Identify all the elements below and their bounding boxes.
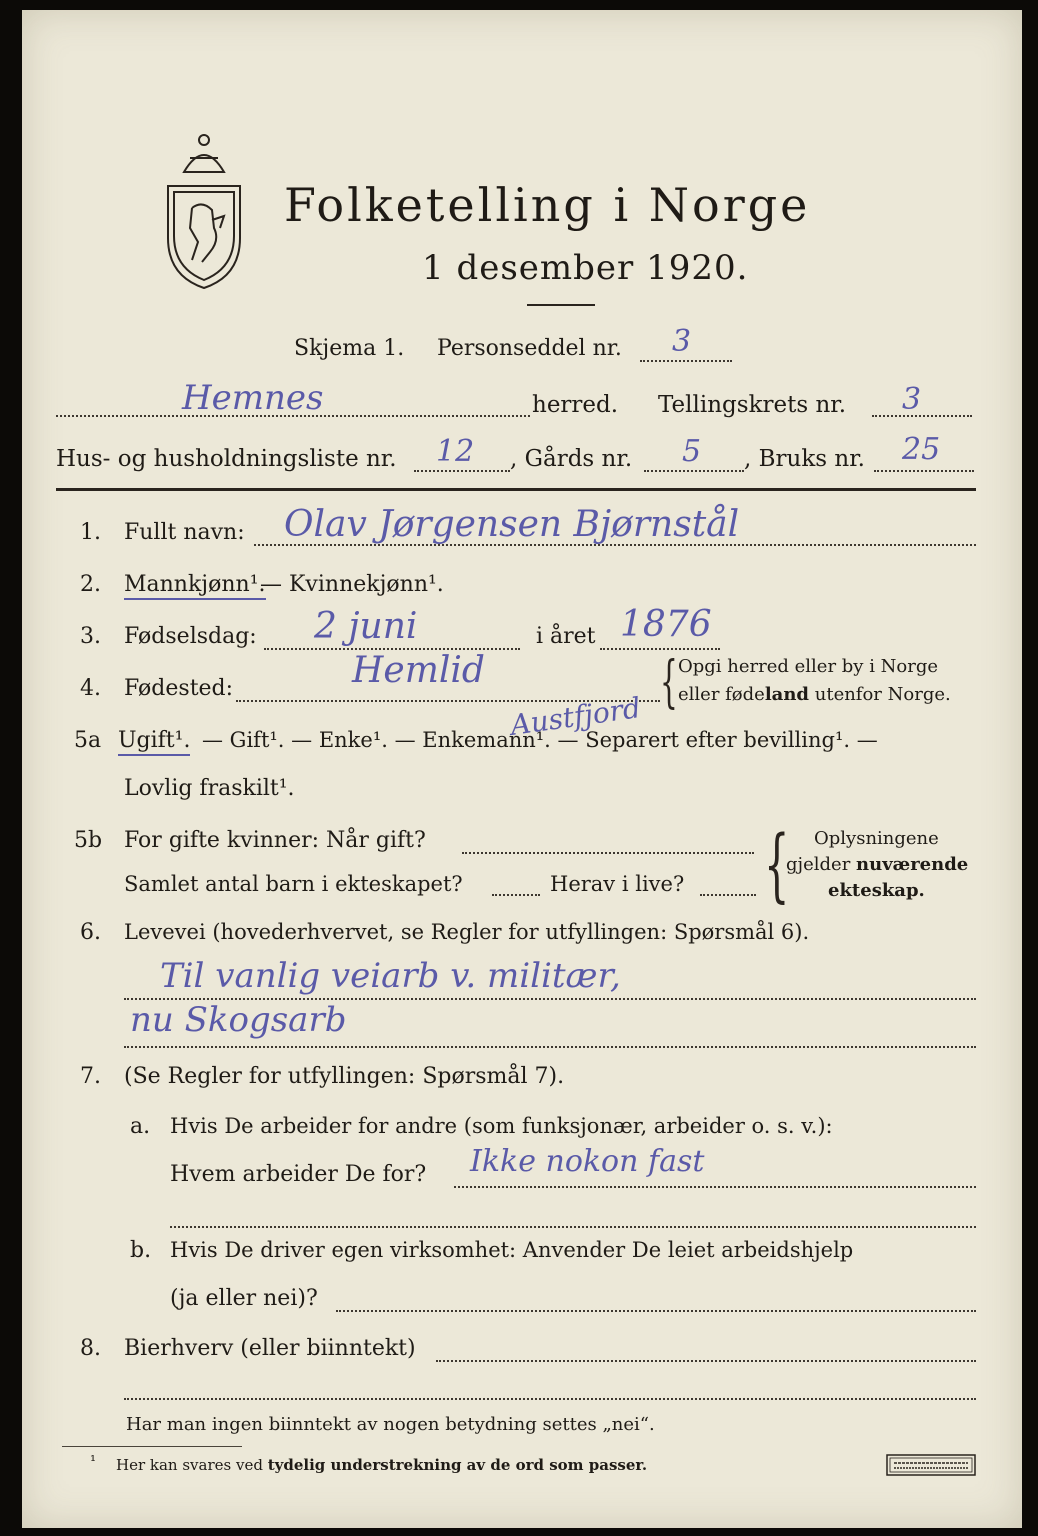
printer-stamp-icon: [886, 1454, 976, 1476]
q4-number: 4.: [80, 676, 101, 701]
q2-male-option[interactable]: Mannkjønn¹.: [124, 572, 266, 600]
q4-label: Fødested:: [124, 676, 234, 701]
q5b-alive-line: [700, 894, 756, 896]
q3-day-value[interactable]: 2 juni: [314, 606, 418, 647]
q5b-note-line2: gjelder nuværende: [786, 854, 969, 875]
q1-number: 1.: [80, 520, 101, 545]
personseddel-value[interactable]: 3: [672, 324, 692, 359]
q6-value-line1[interactable]: Til vanlig veiarb v. militær,: [160, 956, 621, 996]
footnote-rule: [62, 1446, 242, 1447]
q8-label: Bierhverv (eller biinntekt): [124, 1336, 416, 1361]
q5a-ugift-option[interactable]: Ugift¹.: [118, 728, 190, 756]
q3-number: 3.: [80, 624, 101, 649]
q6-number: 6.: [80, 920, 101, 945]
q1-value[interactable]: Olav Jørgensen Bjørnstål: [284, 504, 740, 545]
footnote-text: Her kan svares ved tydelig understrekning av de ord som passer.: [116, 1456, 648, 1474]
q8-number: 8.: [80, 1336, 101, 1361]
herred-label: herred.: [532, 392, 619, 418]
tellingskrets-line: [872, 415, 972, 417]
q6-value-line2[interactable]: nu Skogsarb: [130, 1000, 347, 1040]
q7b-yn-label: (ja eller nei)?: [170, 1286, 318, 1311]
q3-label: Fødselsdag:: [124, 624, 257, 649]
q3-year-label: i året: [536, 624, 596, 649]
gards-value[interactable]: 5: [682, 434, 702, 469]
bruks-label: , Bruks nr.: [744, 446, 865, 472]
census-form-sheet: [22, 10, 1022, 1528]
header-rule: [56, 488, 976, 491]
q5b-note-line1: Oplysningene: [814, 828, 939, 849]
q2-female-option[interactable]: — Kvinnekjønn¹.: [260, 572, 444, 597]
personseddel-line: [640, 360, 732, 362]
q4-note-line2: eller fødeland utenfor Norge.: [678, 684, 951, 705]
q8-line1: [436, 1360, 976, 1362]
q7-label: (Se Regler for utfyllingen: Spørsmål 7).: [124, 1064, 565, 1089]
q5b-note-line3: ekteskap.: [828, 880, 925, 901]
form-date: 1 desember 1920.: [422, 248, 749, 288]
q1-label: Fullt navn:: [124, 520, 245, 545]
q5b-label: For gifte kvinner: Når gift?: [124, 828, 426, 853]
form-title: Folketelling i Norge: [284, 178, 811, 232]
husliste-value[interactable]: 12: [436, 434, 475, 469]
q5b-married-line: [462, 852, 754, 854]
q8-note: Har man ingen biinntekt av nogen betydning settes „nei“.: [126, 1414, 655, 1435]
q5b-number: 5b: [74, 828, 103, 853]
q2-number: 2.: [80, 572, 101, 597]
q5b-brace: {: [764, 818, 790, 911]
q7-number: 7.: [80, 1064, 101, 1089]
q8-line2: [124, 1398, 976, 1400]
tellingskrets-value[interactable]: 3: [902, 382, 922, 417]
coat-of-arms-icon: [162, 128, 246, 292]
title-divider: [527, 304, 595, 306]
q7a-line2: [170, 1226, 976, 1228]
q5b-children-label: Samlet antal barn i ekteskapet?: [124, 872, 463, 896]
tellingskrets-label: Tellingskrets nr.: [658, 392, 847, 418]
q7b-text: Hvis De driver egen virksomhet: Anvender De leiet arbeidshjelp: [170, 1238, 854, 1262]
q6-line2: [124, 1046, 976, 1048]
bruks-line: [874, 470, 974, 472]
q7b-letter: b.: [130, 1238, 152, 1263]
footnote-mark: ¹: [90, 1452, 97, 1470]
q7a-text: Hvis De arbeider for andre (som funksjonær, arbeider o. s. v.):: [170, 1114, 833, 1138]
q5a-other-options[interactable]: — Gift¹. — Enke¹. — Enkemann¹. — Separert efter bevilling¹. —: [202, 728, 878, 752]
schema-label: Skjema 1.: [294, 336, 405, 361]
q4-value[interactable]: Hemlid: [352, 650, 485, 691]
q5b-alive-label: Herav i live?: [550, 872, 685, 896]
q7a-who-value[interactable]: Ikke nokon fast: [470, 1144, 705, 1179]
q7a-letter: a.: [130, 1114, 151, 1139]
herred-value[interactable]: Hemnes: [182, 378, 324, 418]
q7a-who-label: Hvem arbeider De for?: [170, 1162, 427, 1187]
personseddel-label: Personseddel nr.: [437, 336, 622, 361]
q5a-line2[interactable]: Lovlig fraskilt¹.: [124, 776, 295, 801]
q6-label: Levevei (hovederhvervet, se Regler for utfyllingen: Spørsmål 6).: [124, 920, 810, 944]
q5a-number: 5a: [74, 728, 102, 753]
q3-year-value[interactable]: 1876: [620, 604, 712, 645]
q4-note-line1: Opgi herred eller by i Norge: [678, 656, 939, 677]
q5a-handwritten-note[interactable]: Austfjord: [508, 691, 643, 742]
gards-label: , Gårds nr.: [510, 446, 633, 472]
q7b-yn-line: [336, 1310, 976, 1312]
bruks-value[interactable]: 25: [902, 432, 941, 467]
husliste-label: Hus- og husholdningsliste nr.: [56, 446, 397, 472]
husliste-line: [414, 470, 510, 472]
q7a-who-line: [454, 1186, 976, 1188]
q4-brace: {: [660, 650, 678, 715]
q5b-children-line: [492, 894, 540, 896]
gards-line: [644, 470, 744, 472]
